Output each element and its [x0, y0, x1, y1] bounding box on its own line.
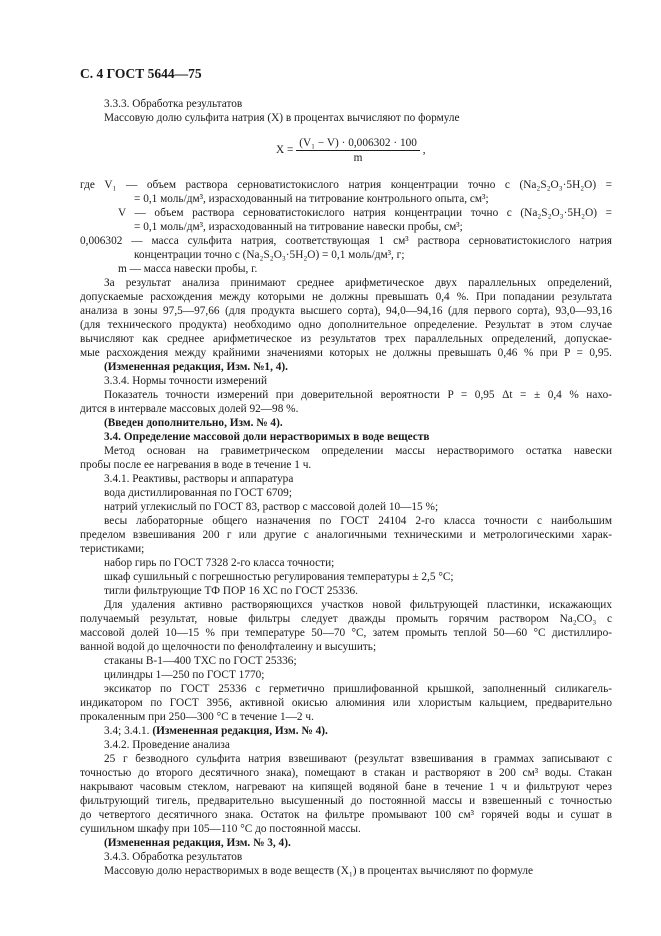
text-line: 25 г безводного сульфита натрия взвешивают (результат взвешивания в граммах записывают с	[104, 753, 612, 765]
text-line: допускаемые расхождения между которыми не должны превышать 0,4 %. При попадании результата	[80, 291, 612, 303]
amendment-note: (Введен дополнительно, Изм. № 4).	[104, 417, 283, 429]
text-line: ванной водой до щелочности по фенолфталеину и высушить;	[80, 641, 377, 653]
section-3-4-heading: 3.4. Определение массовой доли нерастворимых в воде веществ	[104, 431, 430, 443]
page-header: С. 4 ГОСТ 5644—75	[80, 66, 202, 81]
amendment-text: (Измененная редакция, Изм. № 4).	[152, 725, 328, 737]
definition-m: m — масса навески пробы, г.	[118, 263, 258, 275]
text-line: до четвертого десятичного знака. Остаток на фильтре промывают 100 см³ горячей воды и сушат в	[80, 809, 612, 821]
text-line: анализа в зоны 97,5—97,66 (для продукта высшего сорта), 94,0—94,16 (для первого сорта), 93,0—93,16	[80, 305, 612, 317]
formula-numerator: (V₁ − V) · 0,006302 · 100	[296, 137, 420, 151]
amendment-note: (Измененная редакция, Изм. № 3, 4).	[104, 837, 291, 849]
text-line: концентрации точно c (Na₂S₂O₃·5H₂O) = 0,1 моль/дм³, г;	[134, 249, 405, 261]
formula-lhs: X =	[276, 144, 294, 157]
text-line: Массовую долю нерастворимых в воде веществ (X₁) в процентах вычисляют по формуле	[104, 865, 534, 877]
text-line: прокаленным при 250—300 °С в течение 1—2 ч.	[80, 711, 314, 723]
list-item: весы лабораторные общего назначения по ГОСТ 24104 2-го класса точности с наибольшим	[104, 515, 612, 527]
text-line: дится в интервале массовых долей 92—98 %.	[80, 403, 299, 415]
section-3-3-3-heading: 3.3.3. Обработка результатов	[104, 98, 243, 110]
list-item: набор гирь по ГОСТ 7328 2-го класса точности;	[104, 557, 335, 569]
text-line: Массовую долю сульфита натрия (X) в процентах вычисляют по формуле	[104, 112, 460, 124]
text-line: массовой долей 10—15 % при температуре 50—70 °С, затем промыть теплой 50—60 °С дистиллиро-	[80, 627, 612, 639]
text-line: мые расхождения между крайними значениями которых не должны превышать 0,46 % при P = 0,95.	[80, 347, 612, 359]
amendment-note	[104, 724, 636, 738]
text-line: Метод основан на гравиметрическом определении массы нерастворимого остатка навески	[104, 445, 612, 457]
text-line: пробы после ее нагревания в воде в течение 1 ч.	[80, 459, 312, 471]
list-item: вода дистиллированная по ГОСТ 6709;	[104, 487, 292, 499]
text-line: точностью до второго десятичного знака), помещают в стакан и растворяют в 200 см³ воды. Стакан	[80, 767, 612, 779]
text-line: фильтрующий тигель, предварительно высушенный до постоянной массы и взвешенный с точностью	[80, 795, 612, 807]
list-item: эксикатор по ГОСТ 25336 с герметично пришлифованной крышкой, заполненный силикагель-	[104, 683, 612, 695]
text-line: (для технического продукта) необходимо одно дополнительное определение. Результат в этом случае	[80, 319, 612, 331]
section-3-3-4-heading: 3.3.4. Нормы точности измерений	[104, 375, 268, 387]
formula-x	[276, 137, 426, 164]
text-line: индикатором по ГОСТ 3956, активной окисью алюминия или хлористым кальцием, предварительно	[80, 697, 612, 709]
formula-tail: ,	[422, 144, 426, 157]
list-item: натрий углекислый по ГОСТ 83, раствор с массовой долей 10—15 %;	[104, 501, 439, 513]
text-line: = 0,1 моль/дм³, израсходованный на титрование навески пробы, см³;	[134, 221, 463, 233]
formula-fraction	[296, 137, 420, 164]
section-3-4-3-heading: 3.4.3. Обработка результатов	[104, 851, 243, 863]
text-line: пределом взвешивания 200 г или другие с аналогичными техническими и метрологическими харак-	[80, 529, 612, 541]
section-3-4-2-heading: 3.4.2. Проведение анализа	[104, 739, 230, 751]
text-line: накрывают часовым стеклом, нагревают на кипящей водяной бане в течение 1 ч и фильтруют через	[80, 781, 612, 793]
section-3-4-1-heading: 3.4.1. Реактивы, растворы и аппаратура	[104, 473, 294, 485]
list-item: цилиндры 1—250 по ГОСТ 1770;	[104, 669, 265, 681]
amendment-sections: 3.4; 3.4.1.	[104, 725, 153, 737]
text-line: Для удаления активно растворяющихся участков новой фильтрующей пластинки, искажающих	[104, 599, 612, 611]
text-line: вычисляют как среднее арифметическое из результатов трех параллельных определений, допускае-	[80, 333, 612, 345]
amendment-note: (Измененная редакция, Изм. №1, 4).	[104, 361, 288, 373]
text-line: За результат анализа принимают среднее арифметическое двух параллельных определений,	[104, 277, 612, 289]
text-line: = 0,1 моль/дм³, израсходованный на титрование контрольного опыта, см³;	[134, 193, 489, 205]
text-line: получаемый результат, новые фильтры следует дважды промыть горячим раствором Na₂CO₃ с	[80, 613, 612, 625]
text-line: теристиками;	[80, 543, 145, 555]
list-item: шкаф сушильный с погрешностью регулирования температуры ± 2,5 °С;	[104, 571, 454, 583]
definition-v1: где V₁ — объем раствора серноватистокислого натрия концентрации точно c (Na₂S₂O₃·5H₂O) =	[80, 179, 612, 191]
list-item: стаканы В-1—400 ТХС по ГОСТ 25336;	[104, 655, 297, 667]
definition-v: V — объем раствора серноватистокислого натрия концентрации точно c (Na₂S₂O₃·5H₂O) =	[118, 207, 612, 219]
list-item: тигли фильтрующие ТФ ПОР 16 ХС по ГОСТ 25336.	[104, 585, 358, 597]
text-line: Показатель точности измерений при доверительной вероятности P = 0,95 Δt = ± 0,4 % нахо-	[104, 389, 612, 401]
text-line: сушильном шкафу при 105—110 °С до постоянной массы.	[80, 823, 361, 835]
formula-denominator: m	[353, 152, 363, 164]
definition-constant: 0,006302 — масса сульфита натрия, соответствующая 1 см³ раствора серноватистокислого натрия	[80, 235, 612, 247]
